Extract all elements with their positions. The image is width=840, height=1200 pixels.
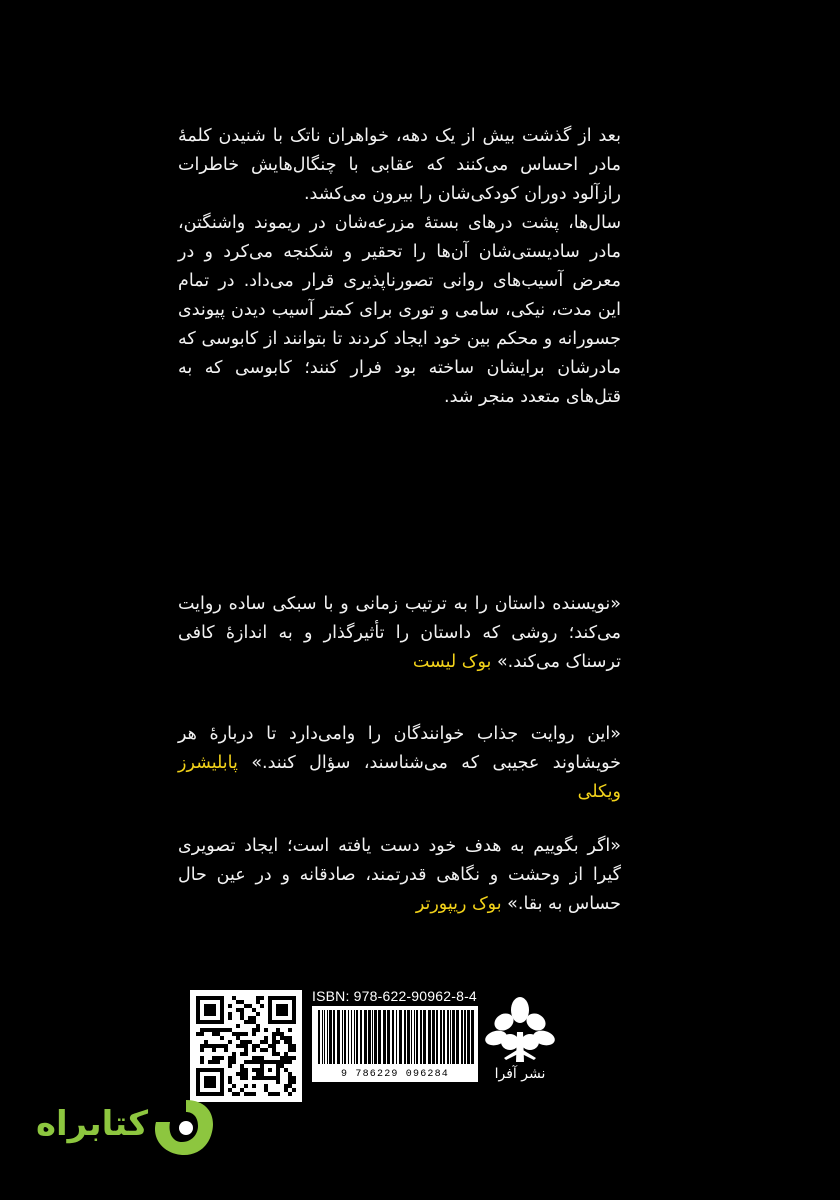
review-source: پابلیشرز ویکلی [178, 753, 621, 802]
summary-paragraph-1: بعد از گذشت بیش از یک دهه، خواهران ناتک با شنیدن کلمهٔ مادر احساس می‌کنند که عقابی با چنگال‌هایش خاطرات رازآلود دوران کودکی‌شان را بیرون می‌کشد. [178, 126, 621, 204]
tree-icon [484, 992, 556, 1100]
qr-code [190, 990, 302, 1102]
summary-paragraph-2: سال‌ها، پشت درهای بستهٔ مزرعه‌شان در ریموند واشنگتن، مادر سادیستی‌شان آن‌ها را تحقیر و شکنجه می‌کرد و در معرض آسیب‌های روانی تصورناپذیری قرار می‌داد. در تمام این مدت، نیکی، سامی و توری برای کمتر آسیب دیدن پیوندی جسورانه و محکم بین خود ایجاد کردند تا بتوانند از کابوسی که مادرشان برایشان ساخته بود فرار کنند؛ کابوسی که به قتل‌های متعدد منجر شد. [178, 213, 621, 407]
qr-code-icon [196, 996, 296, 1096]
barcode-icon [316, 1010, 474, 1064]
review-quote: «این روایت جذاب خوانندگان را وامی‌دارد تا دربارهٔ هر خویشاوند عجیبی که می‌شناسند، سؤال کنند.» [178, 724, 621, 773]
review-quote: «نویسنده داستان را به ترتیب زمانی و با سبکی ساده روایت می‌کند؛ روشی که داستان را تأثیرگذار و به اندازهٔ کافی ترسناک می‌کند.» [178, 594, 621, 672]
publisher-name: نشر آفرا [494, 1066, 546, 1082]
ketabrah-logo-text: کتابراه [35, 1104, 148, 1144]
review-1 [178, 590, 621, 677]
back-cover-summary [178, 122, 621, 412]
isbn-label: ISBN: 978-622-90962-8-4 [312, 988, 477, 1004]
review-source: بوک لیست [412, 652, 492, 672]
barcode-digits: 9 786229 096284 [340, 1069, 449, 1080]
review-source: بوک ریپورتر [415, 894, 502, 914]
review-3 [178, 832, 621, 919]
review-quote: «اگر بگوییم به هدف خود دست یافته است؛ ایجاد تصویری گیرا از وحشت و نگاهی قدرتمند، صادقانه و در عین حال حساس به بقا.» [178, 836, 621, 914]
barcode [312, 1006, 478, 1082]
review-2 [178, 720, 621, 807]
